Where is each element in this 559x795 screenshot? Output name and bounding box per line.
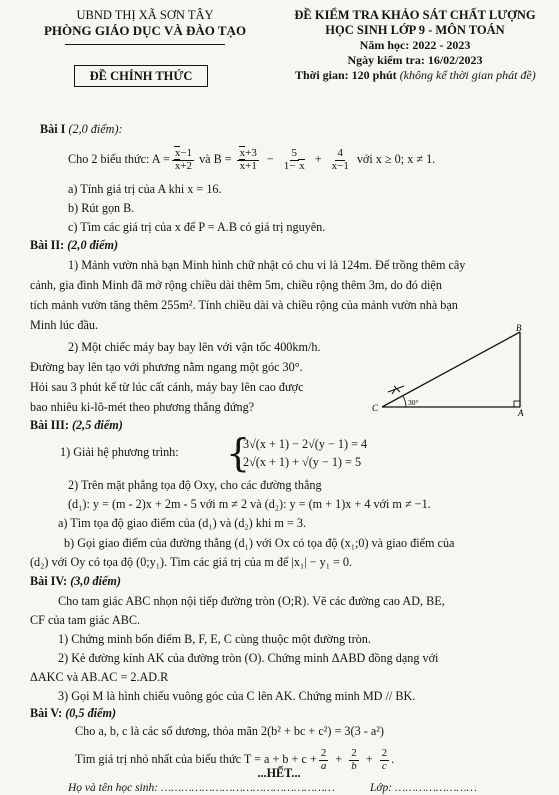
bai4-part2-line1: 2) Kẻ đường kính AK của đường tròn (O). Chứng minh ΔABD đồng dạng với	[58, 651, 439, 665]
bai3-p2-line1: 2) Trên mặt phẳng tọa độ Oxy, cho các đường thẳng	[68, 478, 322, 492]
bai4-part1: 1) Chứng minh bốn điểm B, F, E, C cùng thuộc một đường tròn.	[58, 632, 371, 646]
bai3-eq2: 2√(x + 1) + √(y − 1) = 5	[243, 455, 362, 469]
header-time	[295, 68, 536, 83]
bai2-p2-line4: bao nhiêu ki-lô-mét theo phương thẳng đứng?	[30, 400, 255, 414]
airplane-icon	[388, 386, 404, 394]
header-right-line1: ĐỀ KIỂM TRA KHẢO SÁT CHẤT LƯỢNG	[294, 8, 536, 22]
bai5-title: Bài V:	[30, 706, 63, 720]
bai3-part-b-line1: b) Gọi giao điểm của đường thẳng (d₁) với Ox có tọa độ (x₁;0) và giao điểm của	[64, 536, 455, 550]
bai3-eq1: 3√(x + 1) − 2√(y − 1) = 4	[243, 437, 368, 451]
bai2-p2-line1: 2) Một chiếc máy bay bay lên với vận tốc 400km/h.	[68, 340, 321, 354]
label-angle: 30°	[408, 398, 419, 407]
bai4-points: (3,0 điểm)	[70, 574, 121, 588]
right-angle-mark	[514, 401, 520, 407]
bai5-points: (0,5 điểm)	[65, 706, 117, 720]
bai1-points: (2,0 điểm):	[68, 122, 123, 136]
bai1-and-b: và B =	[199, 152, 232, 167]
bai1-condition: với x ≥ 0; x ≠ 1.	[356, 152, 436, 167]
bai4-line2: CF của tam giác ABC.	[30, 613, 141, 627]
fraction-b2: $\frac{5}{1- x}$	[283, 146, 305, 172]
bai3-part-b-line2: (d₂) với Oy có tọa độ (0;y₁). Tìm các giá trị của m để |x₁| − y₁ = 0.	[30, 555, 353, 569]
bai2-p2-line2: Đường bay lên tạo với phương nằm ngang một góc 30°.	[30, 360, 303, 374]
bai2-heading	[30, 238, 118, 253]
bai2-p1-line2: cảnh, gia đình Minh đã mở rộng chiều dài thêm 5m, chiều rộng thêm 3m, do đó diện	[30, 278, 442, 292]
bai5-line2: Tìm giá trị nhỏ nhất của biểu thức T = a + b + c + $\frac{2}{a}$ + $\frac{2}{b}$ + $\frac{2}{c}$ .	[75, 746, 395, 772]
bai4-title: Bài IV:	[30, 574, 68, 588]
bai3-p2-line2: (d₁): y = (m - 2)x + 2m - 5 với m ≠ 2 và (d₂): y = (m + 1)x + 4 với m ≠ −1.	[68, 497, 431, 511]
bai2-p2-line3: Hỏi sau 3 phút kể từ lúc cất cánh, máy bay lên cao được	[30, 380, 304, 394]
bai4-line1: Cho tam giác ABC nhọn nội tiếp đường tròn (O;R). Vẽ các đường cao AD, BE,	[58, 594, 445, 608]
bai5-line2-text: Tìm giá trị nhỏ nhất của biểu thức T = a + b + c +	[75, 752, 317, 767]
bai3-p1-label: 1) Giải hệ phương trình:	[60, 445, 179, 459]
bai4-part2-line2: ΔAKC và AB.AC = 2.AD.R	[30, 670, 169, 684]
bai1-part-a: a) Tính giá trị của A khi x = 16.	[68, 182, 222, 196]
bai3-part-a: a) Tìm tọa độ giao điểm của (d₁) và (d₂) khi m = 3.	[58, 516, 306, 530]
header-underline	[65, 44, 225, 45]
side-cb	[382, 332, 520, 407]
class-label: Lớp: ……………………	[370, 782, 477, 794]
time-note: (không kể thời gian phát đề)	[399, 68, 536, 82]
bai4-heading	[30, 574, 121, 589]
official-box: ĐỀ CHÍNH THỨC	[74, 65, 208, 87]
header-left-line1: UBND THỊ XÃ SƠN TÂY	[76, 8, 214, 22]
bai1-title: Bài I	[40, 122, 66, 136]
bai1-heading	[40, 122, 123, 137]
bai1-expression: Cho 2 biểu thức: A = $\frac{x-1}{x+2}$ và B = $\frac{x+3}{x+1}$ − $\frac{5}{1- x}$ + $\frac{4}{x-1}$ với x ≥ 0; x ≠ 1.	[68, 146, 436, 172]
triangle-figure	[370, 322, 550, 417]
time-label: Thời gian: 120 phút	[295, 68, 397, 82]
header-left-line2: PHÒNG GIÁO DỤC VÀ ĐÀO TẠO	[43, 23, 247, 38]
bai4-part3: 3) Gọi M là hình chiếu vuông góc của C lên AK. Chứng minh MD // BK.	[58, 689, 416, 703]
fraction-2-b: $\frac{2}{b}$	[351, 746, 357, 772]
fraction-b3: $\frac{4}{x-1}$	[331, 146, 349, 172]
bai3-points: (2,5 điểm)	[72, 418, 123, 432]
fraction-a: $\frac{x-1}{x+2}$	[172, 148, 194, 172]
label-c: C	[372, 403, 379, 413]
end-marker: ...HẾT...	[257, 766, 301, 780]
angle-arc	[403, 396, 406, 407]
bai5-heading	[30, 706, 116, 721]
bai5-line1: Cho a, b, c là các số dương, thỏa mãn 2(b² + bc + c²) = 3(3 - a²)	[75, 724, 384, 738]
header-right-line2: HỌC SINH LỚP 9 - MÔN TOÁN	[325, 23, 505, 37]
fraction-2-c: $\frac{2}{c}$	[381, 746, 388, 772]
bai1-part-c: c) Tìm các giá trị của x để P = A.B có giá trị nguyên.	[68, 220, 326, 234]
header-right-line4: Ngày kiểm tra: 16/02/2023	[347, 53, 483, 67]
label-b: B	[516, 323, 522, 333]
fraction-2-a: $\frac{2}{a}$	[320, 746, 327, 772]
bai2-title: Bài II:	[30, 238, 65, 252]
system-brace: {	[226, 431, 251, 475]
bai2-p1-line3: tích mảnh vườn tăng thêm 255m². Tính chiều dài và chiều rộng của mảnh vườn nhà bạn	[30, 298, 458, 312]
bai2-p1-line1: 1) Mảnh vườn nhà bạn Minh hình chữ nhật có chu vi là 124m. Để trồng thêm cây	[68, 258, 466, 272]
bai2-points: (2,0 điểm)	[67, 238, 119, 252]
bai1-part-b: b) Rút gọn B.	[68, 201, 135, 215]
fraction-b1: $\frac{x+3}{x+1}$	[237, 148, 259, 172]
bai3-heading	[30, 418, 123, 433]
header-right-line3: Năm học: 2022 - 2023	[359, 38, 471, 52]
student-name-label: Họ và tên học sinh: ……………………………………………	[68, 782, 335, 794]
label-a: A	[518, 408, 524, 417]
bai1-intro: Cho 2 biểu thức: A =	[68, 152, 170, 167]
bai3-title: Bài III:	[30, 418, 69, 432]
bai2-p1-line4: Minh lúc đầu.	[30, 318, 99, 332]
